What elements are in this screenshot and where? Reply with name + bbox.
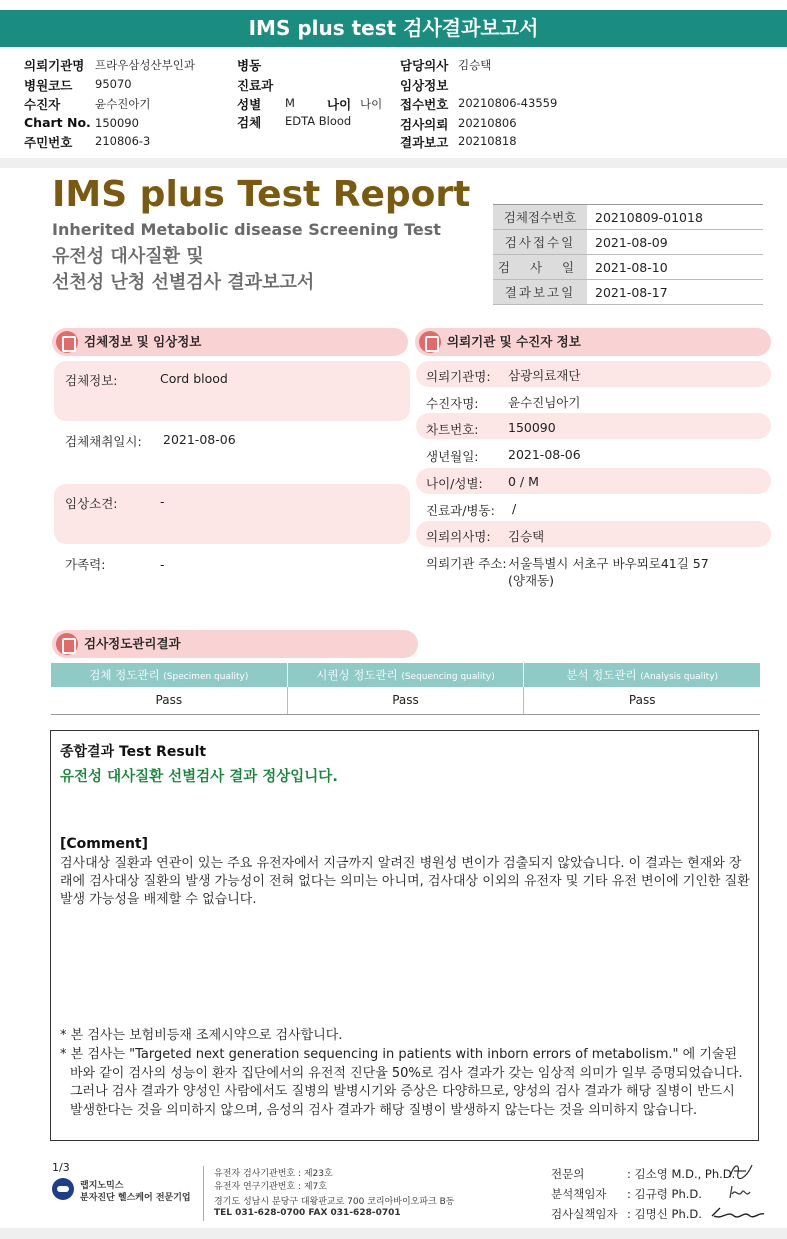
note-item: * 본 검사는 "Targeted next generation sequencing in patients with inborn errors of metabolism." 에 기술된 바와 같이 검사의 성능이 환자 집단에서의 유전적 진단율 50%로 검사 결과가 갖는 임상적 의미가 일부 증명되었습니다. 그러나 검사 결과가 양성인 사람에서도 질병의 발병시기와 증상은 다양하므로, 양성의 검사 결과가 해당 질병이 반드시 발생한다는 것을 의미하지 않으며, 음성의 검사 결과가 해당 질병이 발생하지 않는다는 것을 의미하지 않습니다. <box>60 1047 743 1118</box>
field-value: 2021-08-06 <box>508 447 581 462</box>
field-label: 나이/성별: <box>426 476 483 491</box>
header-value: M <box>285 96 295 110</box>
header-value: 김승택 <box>458 58 492 72</box>
clinical-info-panel <box>54 484 410 544</box>
signature-3-icon <box>708 1202 768 1224</box>
qc-table-row <box>51 687 760 714</box>
header-value: 20210806 <box>458 116 517 130</box>
header-value: 나이 <box>360 97 383 111</box>
field-value: 서울특별시 서초구 바우뫼로41길 57 <box>508 556 709 571</box>
test-result-box <box>50 730 759 1141</box>
result-summary: 유전성 대사질환 선별검사 결과 정상입니다. <box>60 769 338 785</box>
footer-address-line: 유전자 검사기관번호 : 제23호 <box>214 1169 333 1179</box>
footer <box>0 1156 787 1228</box>
header-value: 210806-3 <box>95 134 151 148</box>
header-label: 검사의뢰 <box>400 117 449 132</box>
field-value: 윤수진님아기 <box>508 395 581 410</box>
clipboard-icon <box>56 633 78 655</box>
qc-result: Pass <box>628 693 656 707</box>
qc-section-header <box>52 630 418 658</box>
header-label: 나이 <box>327 97 352 112</box>
date-label: 검 사 일 <box>493 255 587 279</box>
qc-column-en: (Specimen quality) <box>163 672 249 682</box>
comment-title: [Comment] <box>60 836 149 852</box>
header-label: 접수번호 <box>400 97 449 112</box>
patient-section-header <box>415 328 771 356</box>
date-value: 2021-08-10 <box>595 260 668 275</box>
company-name: 랩지노믹스 <box>80 1181 124 1191</box>
clipboard-icon <box>419 331 441 353</box>
clipboard-icon <box>56 331 78 353</box>
report-subtitle-ko-line2: 선천성 난청 선별검사 결과보고서 <box>52 272 315 293</box>
field-label: 의뢰기관명: <box>426 369 491 384</box>
qc-column-en: (Sequencing quality) <box>401 672 495 682</box>
field-value: 김승택 <box>508 529 545 544</box>
footer-contact-line: TEL 031-628-0700 FAX 031-628-0701 <box>214 1208 401 1218</box>
field-label: 의뢰의사명: <box>426 529 491 544</box>
field-label: 검체채취일시: <box>65 434 142 449</box>
field-value: - <box>160 494 165 509</box>
footer-divider <box>203 1166 204 1221</box>
qc-section-title: 검사정도관리결과 <box>84 636 181 651</box>
report-banner-title: IMS plus test 검사결과보고서 <box>0 10 787 47</box>
field-value-continued: (양재동) <box>508 573 554 588</box>
field-label: 수진자명: <box>426 396 479 411</box>
date-row <box>493 230 763 255</box>
date-label: 결과보고일 <box>493 280 587 304</box>
signer-role: 분석책임자 <box>551 1187 607 1201</box>
qc-table <box>51 663 760 715</box>
header-value: 20210818 <box>458 134 517 148</box>
report-subtitle-ko-line1: 유전성 대사질환 및 <box>52 246 204 267</box>
company-logo-icon <box>52 1178 74 1200</box>
header-value: 윤수진아기 <box>95 97 151 111</box>
header-value: 프라우삼성산부인과 <box>95 58 195 72</box>
header-value: 20210806-43559 <box>458 96 558 110</box>
qc-column-header <box>288 663 525 687</box>
date-label: 검사접수일 <box>493 230 587 254</box>
date-row <box>493 205 763 230</box>
header-label: 진료과 <box>237 78 274 93</box>
report-title: IMS plus Test Report <box>52 174 471 215</box>
footer-address-line: 경기도 성남시 분당구 대왕판교로 700 코리아바이오파크 B동 <box>214 1197 455 1207</box>
header-info <box>0 50 787 158</box>
specimen-section-header <box>52 328 408 356</box>
field-value: 150090 <box>508 420 556 435</box>
date-value: 20210809-01018 <box>595 210 703 225</box>
date-row <box>493 255 763 280</box>
qc-column-header <box>51 663 288 687</box>
report-subtitle-ko <box>52 244 314 296</box>
top-banner <box>0 0 787 50</box>
qc-result: Pass <box>288 687 525 714</box>
specimen-section-title: 검체정보 및 임상정보 <box>84 334 202 349</box>
header-label: 결과보고 <box>400 135 449 150</box>
field-value: 0 / M <box>508 474 539 489</box>
company-tagline: 분자진단 헬스케어 전문기업 <box>80 1193 191 1203</box>
signer-role: 전문의 <box>551 1167 585 1181</box>
field-value: 삼광의료재단 <box>508 368 581 383</box>
field-label: 의뢰기관 주소: <box>426 556 507 571</box>
field-label: 가족력: <box>65 557 106 572</box>
header-label: 임상정보 <box>400 78 449 93</box>
header-label: 담당의사 <box>400 58 449 73</box>
field-label: 생년월일: <box>426 449 479 464</box>
header-label: 검체 <box>237 115 262 130</box>
field-value: - <box>160 557 165 572</box>
date-info-table <box>493 204 763 305</box>
header-value: 150090 <box>95 116 139 130</box>
qc-column-en: (Analysis quality) <box>640 672 719 682</box>
signature-1-icon <box>726 1159 756 1183</box>
signer-name: : 김명신 Ph.D. <box>627 1207 702 1221</box>
date-row <box>493 280 763 305</box>
field-label: 검체정보: <box>65 373 118 388</box>
header-label: 주민번호 <box>24 135 73 150</box>
field-label: 진료과/병동: <box>426 503 495 518</box>
signer-name: : 김소영 M.D., Ph.D. <box>627 1167 736 1181</box>
header-label: 성별 <box>237 97 262 112</box>
qc-result: Pass <box>51 687 288 714</box>
result-title: 종합결과 Test Result <box>60 744 207 760</box>
signer-role: 검사실책임자 <box>551 1207 618 1221</box>
qc-column-ko: 시퀀싱 정도관리 <box>316 668 398 682</box>
header-label: 의뢰기관명 <box>24 58 85 73</box>
field-value: Cord blood <box>160 371 228 386</box>
qc-table-header <box>51 663 760 687</box>
signature-2-icon <box>726 1182 756 1204</box>
date-value: 2021-08-09 <box>595 235 668 250</box>
specimen-info-panel <box>54 361 410 421</box>
field-label: 임상소견: <box>65 496 118 511</box>
field-value: / <box>512 501 517 516</box>
field-label: 차트번호: <box>426 422 479 437</box>
qc-column-ko: 분석 정도관리 <box>566 668 637 682</box>
report-sheet <box>0 168 787 1228</box>
header-label: Chart No. <box>24 115 91 130</box>
signer-name: : 김규령 Ph.D. <box>627 1187 702 1201</box>
header-label: 병동 <box>237 58 262 73</box>
date-value: 2021-08-17 <box>595 285 668 300</box>
header-label: 병원코드 <box>24 78 73 93</box>
page-number: 1/3 <box>52 1161 70 1174</box>
footer-address-line: 유전자 연구기관번호 : 제7호 <box>214 1182 327 1192</box>
qc-column-ko: 검체 정도관리 <box>89 668 160 682</box>
note-item: * 본 검사는 보험비등재 조제시약으로 검사합니다. <box>60 1028 343 1043</box>
patient-section-title: 의뢰기관 및 수진자 정보 <box>447 334 581 349</box>
header-value: 95070 <box>95 77 132 91</box>
field-value: 2021-08-06 <box>163 432 236 447</box>
comment-text: 검사대상 질환과 연관이 있는 주요 유전자에서 지금까지 알려진 병원성 변이가 검출되지 않았습니다. 이 결과는 현재와 장래에 검사대상 질환의 발생 가능성이 전혀 없다는 의미는 아니며, 검사대상 이외의 유전자 및 기타 유전 변이에 기인한 질환 발생 가능성을 배제할 수 없습니다. <box>60 856 750 907</box>
qc-column-header <box>524 663 760 687</box>
header-label: 수진자 <box>24 97 61 112</box>
date-label: 검체접수번호 <box>493 205 587 229</box>
report-subtitle-en: Inherited Metabolic disease Screening Test <box>52 220 441 239</box>
header-value: EDTA Blood <box>285 114 352 128</box>
